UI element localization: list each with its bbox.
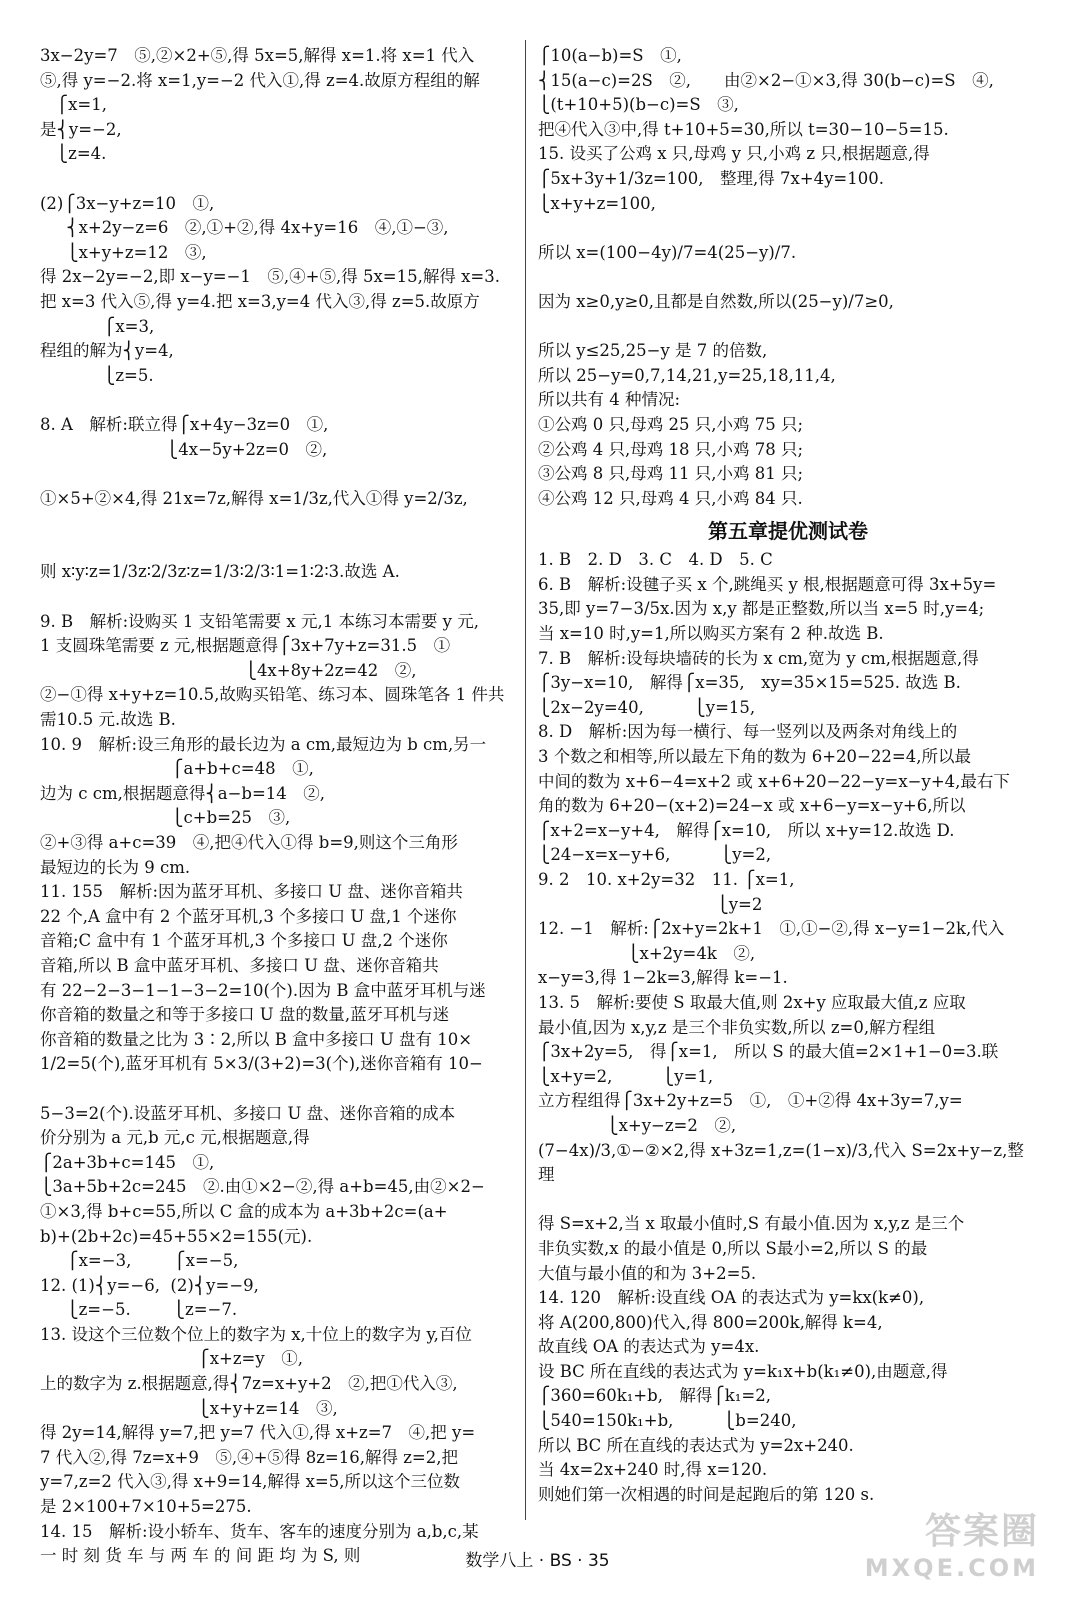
page-footer: 数学八上 · BS · 35 [465, 1551, 610, 1571]
text-line: 6. B 解析:设毽子买 x 个,跳绳买 y 根,根据题意可得 3x+5y= [538, 574, 997, 594]
text-line: 12. −1 解析:⎧2x+y=2k+1 ①,①−②,得 x−y=1−2k,代入 [538, 919, 1005, 939]
text-line: 13. 设这个三位数个位上的数字为 x,十位上的数字为 y,百位 [40, 1324, 472, 1344]
text-line: 7 代入②,得 7z=x+9 ⑤,④+⑤得 8z=16,解得 z=2,把 [40, 1447, 458, 1467]
text-line: ⎧3y−x=10, 解得⎧x=35, xy=35×15=525. 故选 B. [538, 673, 961, 693]
text-line [538, 1188, 1038, 1213]
text-line: 10. 9 解析:设三角形的最长边为 a cm,最短边为 b cm,另一 [40, 734, 487, 754]
text-line: 11. 155 解析:因为蓝牙耳机、多接口 U 盘、迷你音箱共 [40, 882, 463, 902]
text-line: ⎧2a+3b+c=145 ①, [40, 1152, 215, 1172]
text-line: 得 2x−2y=−2,即 x−y=−1 ⑤,④+⑤,得 5x=15,解得 x=3. [40, 267, 500, 287]
text-line: 15. 设买了公鸡 x 只,母鸡 y 只,小鸡 z 只,根据题意,得 [538, 144, 930, 164]
text-line: ⎩y=2 [538, 894, 763, 914]
text-line: 所以 y≤25,25−y 是 7 的倍数, [538, 341, 768, 361]
text-line: ⎩4x+8y+2z=42 ②, [40, 660, 417, 680]
text-line: 设 BC 所在直线的表达式为 y=k₁x+b(k₁≠0),由题意,得 [538, 1361, 948, 1381]
text-line: 大值与最小值的和为 3+2=5. [538, 1263, 757, 1283]
text-line: 13. 5 解析:要使 S 取最大值,则 2x+y 应取最大值,z 应取 [538, 992, 966, 1012]
text-line: 将 A(200,800)代入,得 800=200k,解得 k=4, [538, 1312, 883, 1332]
watermark-logo [865, 1503, 1039, 1582]
text-line: ⎩x+y+z=12 ③, [40, 242, 207, 262]
text-line: ⎩3a+5b+2c=245 ②.由①×2−②,得 a+b=45,由②×2− [40, 1177, 485, 1197]
text-line [40, 388, 515, 413]
text-line: 所以 25−y=0,7,14,21,y=25,18,11,4, [538, 365, 836, 385]
text-line: ⎧x=1, [40, 95, 107, 115]
text-line: 当 4x=2x+240 时,得 x=120. [538, 1460, 768, 1480]
text-line: 把④代入③中,得 t+10+5=30,所以 t=30−10−5=15. [538, 119, 949, 139]
text-line: 22 个,A 盒中有 2 个蓝牙耳机,3 个多接口 U 盘,1 个迷你 [40, 906, 457, 926]
left-column [40, 44, 515, 1569]
text-line: ⎩540=150k₁+b, ⎩b=240, [538, 1411, 797, 1431]
text-line [40, 1077, 515, 1102]
text-line: 把 x=3 代入⑤,得 y=4.把 x=3,y=4 代入③,得 z=5.故原方 [40, 291, 480, 311]
text-line: 所以 x=(100−4y)/7=4(25−y)/7. [538, 242, 797, 262]
text-line [40, 462, 515, 487]
text-line [40, 167, 515, 192]
text-line: ⎧3x+2y=5, 得⎧x=1, 所以 S 的最大值=2×1+1−0=3.联 [538, 1042, 999, 1062]
text-line: ⎧5x+3y+1/3z=100, 整理,得 7x+4y=100. [538, 168, 884, 188]
text-line: ⎩x+y=2, ⎩y=1, [538, 1066, 714, 1086]
text-line: 音箱,所以 B 盒中蓝牙耳机、多接口 U 盘、迷你音箱共 [40, 955, 439, 975]
text-line: 当 x=10 时,y=1,所以购买方案有 2 种.故选 B. [538, 624, 884, 644]
text-line: ①公鸡 0 只,母鸡 25 只,小鸡 75 只; [538, 414, 804, 434]
text-line: 1/2=5(个),蓝牙耳机有 5×3/(3+2)=3(个),迷你音箱有 10− [40, 1054, 483, 1074]
text-line: 1 支圆珠笔需要 z 元,根据题意得⎧3x+7y+z=31.5 ① [40, 636, 451, 656]
text-line: 非负实数,x 的最小值是 0,所以 S最小=2,所以 S 的最 [538, 1238, 928, 1258]
text-line: 35,即 y=7−3/5x.因为 x,y 都是正整数,所以当 x=5 时,y=4; [538, 599, 985, 619]
text-line: 需10.5 元.故选 B. [40, 710, 176, 730]
text-line: ⎧10(a−b)=S ①, [538, 46, 682, 65]
text-line: ①×3,得 b+c=55,所以 C 盒的成本为 a+3b+2c=(a+ [40, 1201, 448, 1221]
text-line: 角的数为 6+20−(x+2)=24−x 或 x+6−y=x−y+6,所以 [538, 796, 966, 816]
text-line: ⎩x+2y=4k ②, [538, 943, 756, 963]
right-column-top [538, 44, 1038, 511]
right-column-bottom [538, 548, 1038, 1507]
text-line: 所以共有 4 种情况: [538, 390, 681, 410]
text-line: 音箱;C 盒中有 1 个蓝牙耳机,3 个多接口 U 盘,2 个迷你 [40, 931, 448, 951]
text-line: 12. (1)⎨y=−6, (2)⎨y=−9, [40, 1275, 259, 1295]
text-line: 是 2×100+7×10+5=275. [40, 1497, 252, 1517]
text-line: ⎩x+y−z=2 ②, [538, 1115, 737, 1135]
text-line [538, 315, 1038, 340]
text-line: 中间的数为 x+6−4=x+2 或 x+6+20−22−y=x−y+4,最右下 [538, 771, 1010, 791]
text-line: 最小值,因为 x,y,z 是三个非负实数,所以 z=0,解方程组 [538, 1017, 936, 1037]
watermark-sub: MXQE.COM [864, 1554, 1039, 1582]
text-line: ⎧360=60k₁+b, 解得⎧k₁=2, [538, 1386, 771, 1406]
text-line: 3 个数之和相等,所以最左下角的数为 6+20−22=4,所以最 [538, 747, 971, 767]
text-line: ⎩x+y+z=14 ③, [40, 1398, 338, 1418]
text-line: ②+③得 a+c=39 ④,把④代入①得 b=9,则这个三角形 [40, 833, 458, 852]
text-line: x−y=3,得 1−2k=3,解得 k=−1. [538, 968, 788, 988]
text-line: 9. B 解析:设购买 1 支铅笔需要 x 元,1 本练习本需要 y 元, [40, 611, 479, 631]
text-line: ⑤,得 y=−2.将 x=1,y=−2 代入①,得 z=4.故原方程组的解 [40, 70, 480, 90]
text-line: ⎧x=3, [40, 316, 155, 336]
text-line: 程组的解为⎨y=4, [40, 341, 174, 361]
text-line: ④公鸡 12 只,母鸡 4 只,小鸡 84 只. [538, 488, 803, 508]
text-line: (7−4x)/3,①−②×2,得 x+3z=1,z=(1−x)/3,代入 S=2x+y−z,整理 [538, 1140, 1024, 1185]
text-line: 则她们第一次相遇的时间是起跑后的第 120 s. [538, 1484, 875, 1504]
text-line: ⎩4x−5y+2z=0 ②, [40, 439, 328, 459]
text-line: 得 2y=14,解得 y=7,把 y=7 代入①,得 x+z=7 ④,把 y= [40, 1423, 476, 1443]
text-line: ⎧x=−3, ⎧x=−5, [40, 1251, 239, 1271]
text-line: 是⎨y=−2, [40, 119, 122, 139]
text-line: ②公鸡 4 只,母鸡 18 只,小鸡 78 只; [538, 439, 804, 459]
text-line: ⎧a+b+c=48 ①, [40, 759, 314, 779]
text-line: 因为 x≥0,y≥0,且都是自然数,所以(25−y)/7≥0, [538, 291, 894, 311]
watermark-main: 答案圈 [924, 1511, 1039, 1552]
column-divider [525, 40, 526, 1520]
text-line: b)+(2b+2c)=45+55×2=155(元). [40, 1226, 313, 1246]
text-line: ⎩c+b=25 ③, [40, 808, 291, 828]
text-line: ⎨15(a−c)=2S ②, 由②×2−①×3,得 30(b−c)=S ④, [538, 70, 994, 90]
text-line [40, 585, 515, 610]
text-line: 所以 BC 所在直线的表达式为 y=2x+240. [538, 1435, 854, 1455]
text-line: 你音箱的数量之比为 3∶2,所以 B 盒中多接口 U 盘有 10× [40, 1029, 473, 1049]
text-line: 得 S=x+2,当 x 取最小值时,S 有最小值.因为 x,y,z 是三个 [538, 1214, 965, 1234]
text-line: ⎩24−x=x−y+6, ⎩y=2, [538, 845, 772, 865]
text-line: 最短边的长为 9 cm. [40, 857, 191, 877]
text-line: 一 时 刻 货 车 与 两 车 的 间 距 均 为 S, 则 [40, 1546, 361, 1566]
text-line: 故直线 OA 的表达式为 y=4x. [538, 1337, 760, 1357]
text-line: ⎨x+2y−z=6 ②,①+②,得 4x+y=16 ④,①−③, [40, 218, 449, 238]
text-line: y=7,z=2 代入③,得 x+9=14,解得 x=5,所以这个三位数 [40, 1472, 460, 1492]
text-line: ⎩x+y+z=100, [538, 193, 656, 213]
text-line: ⎩z=−5. ⎩z=−7. [40, 1300, 238, 1320]
text-line [538, 216, 1038, 241]
text-line: ⎩2x−2y=40, ⎩y=15, [538, 697, 756, 717]
text-line: 则 x∶y∶z=1/3z∶2/3z∶z=1/3∶2/3∶1=1∶2∶3.故选 A. [40, 562, 400, 582]
text-line: 8. A 解析:联立得⎧x+4y−3z=0 ①, [40, 414, 329, 434]
text-line [40, 511, 515, 536]
text-line: 边为 c cm,根据题意得⎨a−b=14 ②, [40, 783, 326, 803]
text-line [538, 265, 1038, 290]
text-line: 3x−2y=7 ⑤,②×2+⑤,得 5x=5,解得 x=1.将 x=1 代入 [40, 46, 475, 65]
text-line: ⎧x+z=y ①, [40, 1349, 303, 1369]
text-line [40, 536, 515, 561]
text-line: 上的数字为 z.根据题意,得⎨7z=x+y+2 ②,把①代入③, [40, 1374, 458, 1394]
text-line: 14. 120 解析:设直线 OA 的表达式为 y=kx(k≠0), [538, 1288, 925, 1308]
text-line: ⎩z=4. [40, 144, 107, 164]
text-line: ①×5+②×4,得 21x=7z,解得 x=1/3z,代入①得 y=2/3z, [40, 488, 468, 508]
text-line: 你音箱的数量之和等于多接口 U 盘的数量,蓝牙耳机与迷 [40, 1005, 450, 1025]
section-title: 第五章提优测试卷 [708, 519, 868, 544]
text-line: 1. B 2. D 3. C 4. D 5. C [538, 550, 773, 570]
text-line: ⎩z=5. [40, 365, 154, 385]
text-line: 9. 2 10. x+2y=32 11. ⎧x=1, [538, 870, 795, 889]
text-line: ③公鸡 8 只,母鸡 11 只,小鸡 81 只; [538, 464, 804, 484]
text-line: ②−①得 x+y+z=10.5,故购买铅笔、练习本、圆珠笔各 1 件共 [40, 685, 505, 705]
text-line: 14. 15 解析:设小轿车、货车、客车的速度分别为 a,b,c,某 [40, 1521, 479, 1541]
text-line: ⎩(t+10+5)(b−c)=S ③, [538, 95, 739, 115]
text-line: 7. B 解析:设每块墙砖的长为 x cm,宽为 y cm,根据题意,得 [538, 648, 979, 668]
text-line: 5−3=2(个).设蓝牙耳机、多接口 U 盘、迷你音箱的成本 [40, 1103, 456, 1123]
text-line: 价分别为 a 元,b 元,c 元,根据题意,得 [40, 1128, 310, 1148]
text-line: ⎧x+2=x−y+4, 解得⎧x=10, 所以 x+y=12.故选 D. [538, 820, 955, 840]
right-column [538, 44, 1038, 1507]
text-line: (2)⎧3x−y+z=10 ①, [40, 193, 215, 213]
text-line: 8. D 解析:因为每一横行、每一竖列以及两条对角线上的 [538, 722, 958, 742]
text-line: 有 22−2−3−1−1−3−2=10(个).因为 B 盒中蓝牙耳机与迷 [40, 980, 486, 1000]
text-line: 立方程组得⎧3x+2y+z=5 ①, ①+②得 4x+3y=7,y= [538, 1091, 963, 1111]
